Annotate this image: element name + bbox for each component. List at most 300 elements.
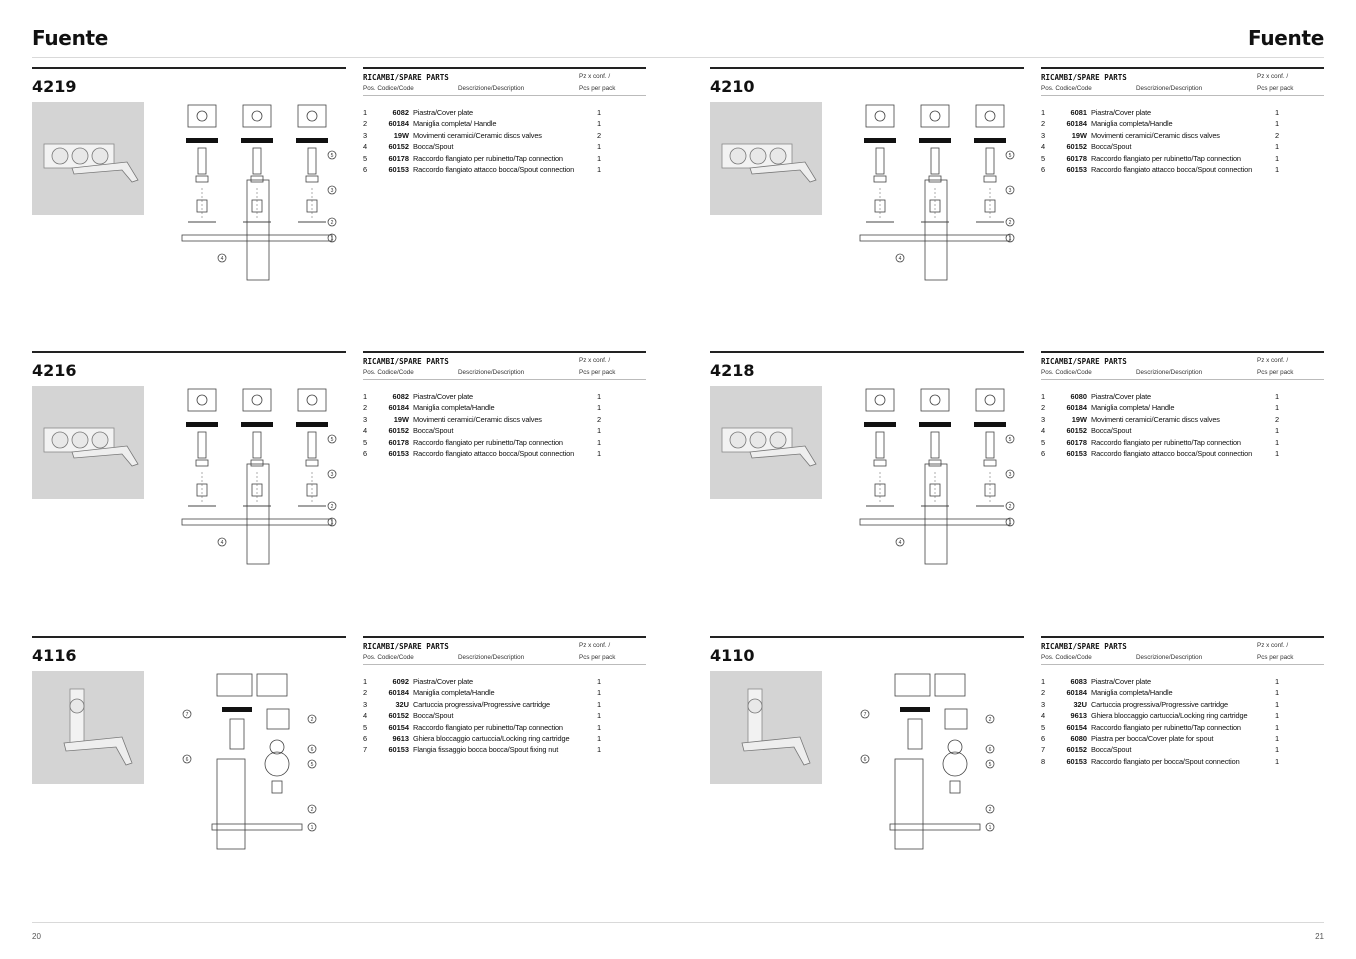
part-quantity: 1 bbox=[597, 733, 602, 743]
part-row bbox=[1041, 425, 1324, 436]
part-quantity: 1 bbox=[1275, 119, 1280, 129]
part-description: Flangia fissaggio bocca bocca/Spout fixing nut bbox=[413, 745, 559, 755]
svg-text:3: 3 bbox=[330, 472, 334, 478]
parts-list bbox=[363, 676, 646, 756]
page-number-right: 21 bbox=[1315, 932, 1324, 941]
part-row bbox=[363, 687, 646, 698]
part-description: Piastra/Cover plate bbox=[413, 677, 473, 686]
part-row bbox=[1041, 756, 1324, 767]
part-position: 4 bbox=[363, 711, 368, 721]
part-quantity: 1 bbox=[597, 448, 602, 458]
spare-parts-table bbox=[363, 351, 646, 459]
column-pos-code: Pos. Codice/Code bbox=[363, 85, 414, 92]
part-position: 6 bbox=[363, 733, 368, 743]
product-code: 4216 bbox=[32, 361, 77, 380]
column-pos-code: Pos. Codice/Code bbox=[1041, 85, 1092, 92]
part-code: 60184 bbox=[1066, 688, 1087, 698]
product-photo bbox=[32, 386, 144, 499]
table-header bbox=[363, 69, 646, 96]
svg-text:5: 5 bbox=[1008, 153, 1012, 159]
part-description: Piastra per bocca/Cover plate for spout bbox=[1091, 733, 1214, 743]
column-pcs: Pcs per pack bbox=[1257, 654, 1294, 661]
spare-parts-table bbox=[363, 67, 646, 175]
part-position: 3 bbox=[363, 699, 368, 709]
part-description: Bocca/Spout bbox=[413, 711, 454, 721]
part-quantity: 1 bbox=[1275, 437, 1280, 447]
part-position: 7 bbox=[1041, 745, 1046, 755]
part-description: Piastra/Cover plate bbox=[413, 108, 473, 117]
exploded-diagram bbox=[850, 384, 1025, 574]
part-quantity: 1 bbox=[597, 153, 602, 163]
part-row bbox=[1041, 107, 1324, 118]
part-position: 6 bbox=[1041, 733, 1046, 743]
part-quantity: 2 bbox=[1275, 414, 1280, 424]
part-row bbox=[363, 425, 646, 436]
part-description: Cartuccia progressiva/Progressive cartridge bbox=[413, 699, 550, 709]
part-description: Bocca/Spout bbox=[413, 142, 454, 152]
svg-text:2: 2 bbox=[988, 717, 992, 723]
table-title: RICAMBI/SPARE PARTS bbox=[1041, 642, 1127, 651]
product-block-4116 bbox=[32, 636, 646, 886]
product-rule bbox=[710, 636, 1024, 638]
part-position: 1 bbox=[1041, 392, 1046, 401]
part-quantity: 1 bbox=[1275, 745, 1280, 755]
svg-text:4: 4 bbox=[220, 256, 224, 262]
part-quantity: 1 bbox=[597, 437, 602, 447]
part-row bbox=[363, 448, 646, 459]
part-row bbox=[363, 402, 646, 413]
svg-text:2: 2 bbox=[310, 807, 314, 813]
part-description: Bocca/Spout bbox=[1091, 745, 1132, 755]
part-row bbox=[1041, 710, 1324, 721]
column-pz: Pz x conf. / bbox=[579, 73, 611, 80]
part-code: 60178 bbox=[388, 153, 409, 163]
part-row bbox=[363, 744, 646, 755]
part-quantity: 1 bbox=[1275, 677, 1280, 686]
product-block-4210 bbox=[710, 67, 1324, 317]
part-code: 60184 bbox=[388, 403, 409, 413]
part-code: 60178 bbox=[388, 437, 409, 447]
part-row bbox=[363, 164, 646, 175]
column-pz: Pz x conf. / bbox=[579, 642, 611, 649]
svg-text:5: 5 bbox=[330, 153, 334, 159]
part-position: 7 bbox=[363, 745, 368, 755]
part-row bbox=[1041, 391, 1324, 402]
part-row bbox=[363, 676, 646, 687]
svg-text:1: 1 bbox=[330, 236, 334, 242]
part-row bbox=[1041, 153, 1324, 164]
part-position: 1 bbox=[363, 677, 368, 686]
part-description: Raccordo flangiato per rubinetto/Tap connection bbox=[1091, 153, 1241, 163]
column-pcs: Pcs per pack bbox=[579, 654, 616, 661]
part-quantity: 1 bbox=[597, 699, 602, 709]
part-code: 60153 bbox=[388, 448, 409, 458]
part-position: 2 bbox=[363, 119, 368, 129]
part-quantity: 1 bbox=[1275, 426, 1280, 436]
part-row bbox=[1041, 676, 1324, 687]
part-row bbox=[1041, 164, 1324, 175]
part-row bbox=[363, 414, 646, 425]
product-photo bbox=[710, 102, 822, 215]
part-quantity: 1 bbox=[597, 142, 602, 152]
column-pcs: Pcs per pack bbox=[579, 85, 616, 92]
part-code: 60153 bbox=[388, 745, 409, 755]
part-position: 4 bbox=[363, 142, 368, 152]
part-quantity: 1 bbox=[597, 392, 602, 401]
part-code: 60152 bbox=[388, 711, 409, 721]
svg-text:3: 3 bbox=[330, 188, 334, 194]
svg-text:6: 6 bbox=[310, 747, 314, 753]
part-row bbox=[363, 107, 646, 118]
part-row bbox=[1041, 414, 1324, 425]
part-position: 8 bbox=[1041, 756, 1046, 766]
part-quantity: 1 bbox=[597, 677, 602, 686]
part-position: 6 bbox=[363, 164, 368, 174]
part-row bbox=[1041, 699, 1324, 710]
product-rule bbox=[32, 351, 346, 353]
part-position: 4 bbox=[1041, 142, 1046, 152]
column-description: Descrizione/Description bbox=[1136, 85, 1203, 92]
part-code: 19W bbox=[1071, 130, 1087, 140]
part-description: Cartuccia progressiva/Progressive cartridge bbox=[1091, 699, 1228, 709]
part-description: Movimenti ceramici/Ceramic discs valves bbox=[1091, 414, 1220, 424]
part-row bbox=[1041, 118, 1324, 129]
table-header bbox=[363, 353, 646, 380]
part-description: Maniglia completa/ Handle bbox=[413, 119, 497, 129]
part-description: Movimenti ceramici/Ceramic discs valves bbox=[413, 130, 542, 140]
parts-list bbox=[1041, 391, 1324, 459]
product-photo bbox=[32, 671, 144, 784]
part-quantity: 1 bbox=[1275, 711, 1280, 721]
table-title: RICAMBI/SPARE PARTS bbox=[363, 357, 449, 366]
part-quantity: 1 bbox=[597, 119, 602, 129]
part-description: Maniglia completa/Handle bbox=[1091, 688, 1173, 698]
svg-text:2: 2 bbox=[1008, 504, 1012, 510]
parts-list bbox=[1041, 107, 1324, 175]
part-quantity: 1 bbox=[1275, 756, 1280, 766]
product-block-4110 bbox=[710, 636, 1324, 886]
part-description: Maniglia completa/ Handle bbox=[1091, 403, 1175, 413]
svg-text:4: 4 bbox=[898, 540, 902, 546]
exploded-diagram bbox=[850, 669, 1025, 859]
svg-text:1: 1 bbox=[310, 825, 314, 831]
part-code: 9613 bbox=[392, 733, 409, 743]
svg-text:7: 7 bbox=[863, 712, 867, 718]
part-row bbox=[1041, 402, 1324, 413]
part-row bbox=[363, 437, 646, 448]
part-quantity: 1 bbox=[597, 403, 602, 413]
product-rule bbox=[710, 351, 1024, 353]
svg-text:1: 1 bbox=[1008, 236, 1012, 242]
column-pos-code: Pos. Codice/Code bbox=[363, 654, 414, 661]
part-code: 6082 bbox=[392, 392, 409, 401]
column-pos-code: Pos. Codice/Code bbox=[363, 369, 414, 376]
svg-text:4: 4 bbox=[898, 256, 902, 262]
part-description: Raccordo flangiato attacco bocca/Spout connection bbox=[1091, 164, 1253, 174]
product-rule bbox=[710, 67, 1024, 69]
part-position: 2 bbox=[363, 403, 368, 413]
svg-text:1: 1 bbox=[330, 520, 334, 526]
part-description: Raccordo flangiato per rubinetto/Tap connection bbox=[413, 153, 563, 163]
table-title: RICAMBI/SPARE PARTS bbox=[1041, 73, 1127, 82]
part-position: 1 bbox=[1041, 677, 1046, 686]
part-quantity: 2 bbox=[597, 130, 602, 140]
svg-text:2: 2 bbox=[330, 504, 334, 510]
part-code: 60184 bbox=[388, 688, 409, 698]
part-row bbox=[1041, 744, 1324, 755]
part-quantity: 1 bbox=[597, 722, 602, 732]
part-position: 3 bbox=[1041, 414, 1046, 424]
part-position: 2 bbox=[1041, 403, 1046, 413]
product-photo bbox=[710, 386, 822, 499]
part-description: Piastra/Cover plate bbox=[1091, 392, 1151, 401]
part-row bbox=[1041, 448, 1324, 459]
svg-text:5: 5 bbox=[1008, 437, 1012, 443]
svg-text:3: 3 bbox=[1008, 472, 1012, 478]
part-row bbox=[363, 733, 646, 744]
part-row bbox=[1041, 130, 1324, 141]
product-rule bbox=[32, 636, 346, 638]
brand-title-right: Fuente bbox=[1247, 26, 1324, 50]
part-quantity: 1 bbox=[1275, 699, 1280, 709]
part-row bbox=[1041, 687, 1324, 698]
part-row bbox=[363, 153, 646, 164]
parts-list bbox=[1041, 676, 1324, 767]
svg-text:2: 2 bbox=[1008, 220, 1012, 226]
part-position: 4 bbox=[363, 426, 368, 436]
svg-text:6: 6 bbox=[185, 757, 189, 763]
part-description: Ghiera bloccaggio cartuccia/Locking ring cartridge bbox=[413, 733, 570, 743]
part-quantity: 1 bbox=[1275, 142, 1280, 152]
part-quantity: 1 bbox=[1275, 392, 1280, 401]
part-row bbox=[363, 699, 646, 710]
svg-text:6: 6 bbox=[988, 747, 992, 753]
svg-text:3: 3 bbox=[1008, 188, 1012, 194]
part-row bbox=[363, 391, 646, 402]
part-code: 60184 bbox=[388, 119, 409, 129]
column-pcs: Pcs per pack bbox=[579, 369, 616, 376]
column-description: Descrizione/Description bbox=[458, 369, 525, 376]
part-code: 9613 bbox=[1070, 711, 1087, 721]
part-row bbox=[363, 710, 646, 721]
part-position: 5 bbox=[363, 153, 368, 163]
part-description: Piastra/Cover plate bbox=[1091, 108, 1151, 117]
part-code: 60153 bbox=[1066, 756, 1087, 766]
part-code: 60152 bbox=[1066, 142, 1087, 152]
part-quantity: 1 bbox=[597, 426, 602, 436]
part-code: 60153 bbox=[388, 164, 409, 174]
part-code: 60153 bbox=[1066, 164, 1087, 174]
part-position: 1 bbox=[1041, 108, 1046, 117]
svg-text:2: 2 bbox=[988, 807, 992, 813]
part-description: Raccordo flangiato per rubinetto/Tap connection bbox=[413, 437, 563, 447]
svg-text:5: 5 bbox=[330, 437, 334, 443]
part-position: 3 bbox=[363, 414, 368, 424]
part-quantity: 1 bbox=[597, 745, 602, 755]
column-pz: Pz x conf. / bbox=[1257, 73, 1289, 80]
exploded-diagram bbox=[172, 669, 347, 859]
part-position: 5 bbox=[363, 722, 368, 732]
part-code: 19W bbox=[393, 130, 409, 140]
part-row bbox=[363, 130, 646, 141]
column-pz: Pz x conf. / bbox=[1257, 642, 1289, 649]
part-position: 5 bbox=[1041, 153, 1046, 163]
part-code: 60152 bbox=[1066, 745, 1087, 755]
part-code: 60153 bbox=[1066, 448, 1087, 458]
part-code: 6082 bbox=[392, 108, 409, 117]
column-pz: Pz x conf. / bbox=[579, 357, 611, 364]
part-description: Raccordo flangiato attacco bocca/Spout connection bbox=[413, 448, 575, 458]
part-row bbox=[363, 722, 646, 733]
part-position: 5 bbox=[363, 437, 368, 447]
product-block-4216 bbox=[32, 351, 646, 601]
part-quantity: 1 bbox=[1275, 688, 1280, 698]
product-block-4218 bbox=[710, 351, 1324, 601]
part-code: 60178 bbox=[1066, 437, 1087, 447]
product-code: 4218 bbox=[710, 361, 755, 380]
parts-list bbox=[363, 391, 646, 459]
spare-parts-table bbox=[1041, 67, 1324, 175]
part-description: Raccordo flangiato per rubinetto/Tap connection bbox=[413, 722, 563, 732]
part-position: 4 bbox=[1041, 426, 1046, 436]
part-position: 1 bbox=[363, 392, 368, 401]
column-pcs: Pcs per pack bbox=[1257, 369, 1294, 376]
part-code: 60154 bbox=[1066, 722, 1087, 732]
table-title: RICAMBI/SPARE PARTS bbox=[363, 73, 449, 82]
product-photo bbox=[710, 671, 822, 784]
product-rule bbox=[32, 67, 346, 69]
column-pcs: Pcs per pack bbox=[1257, 85, 1294, 92]
table-header bbox=[1041, 69, 1324, 96]
part-description: Bocca/Spout bbox=[1091, 426, 1132, 436]
part-description: Maniglia completa/Handle bbox=[413, 688, 495, 698]
part-code: 60154 bbox=[388, 722, 409, 732]
part-code: 60152 bbox=[388, 426, 409, 436]
column-pos-code: Pos. Codice/Code bbox=[1041, 654, 1092, 661]
part-quantity: 1 bbox=[1275, 733, 1280, 743]
column-pz: Pz x conf. / bbox=[1257, 357, 1289, 364]
part-quantity: 1 bbox=[1275, 164, 1280, 174]
product-code: 4210 bbox=[710, 77, 755, 96]
product-code: 4110 bbox=[710, 646, 755, 665]
svg-text:7: 7 bbox=[185, 712, 189, 718]
part-position: 3 bbox=[1041, 130, 1046, 140]
part-description: Piastra/Cover plate bbox=[413, 392, 473, 401]
part-row bbox=[363, 141, 646, 152]
footer-divider bbox=[32, 922, 1324, 923]
part-description: Raccordo flangiato per bocca/Spout connection bbox=[1091, 756, 1240, 766]
part-row bbox=[363, 118, 646, 129]
part-description: Movimenti ceramici/Ceramic discs valves bbox=[1091, 130, 1220, 140]
part-quantity: 2 bbox=[1275, 130, 1280, 140]
part-position: 1 bbox=[363, 108, 368, 117]
table-header bbox=[1041, 638, 1324, 665]
part-quantity: 2 bbox=[597, 414, 602, 424]
part-quantity: 1 bbox=[597, 108, 602, 117]
product-photo bbox=[32, 102, 144, 215]
part-position: 5 bbox=[1041, 722, 1046, 732]
part-code: 6080 bbox=[1070, 733, 1087, 743]
part-position: 3 bbox=[1041, 699, 1046, 709]
product-block-4219 bbox=[32, 67, 646, 317]
part-code: 32U bbox=[395, 699, 409, 709]
part-quantity: 1 bbox=[1275, 153, 1280, 163]
page-number-left: 20 bbox=[32, 932, 41, 941]
part-quantity: 1 bbox=[597, 688, 602, 698]
exploded-diagram bbox=[172, 384, 347, 574]
part-description: Raccordo flangiato per rubinetto/Tap connection bbox=[1091, 722, 1241, 732]
part-code: 6083 bbox=[1070, 677, 1087, 686]
part-code: 19W bbox=[393, 414, 409, 424]
column-description: Descrizione/Description bbox=[458, 654, 525, 661]
part-position: 5 bbox=[1041, 437, 1046, 447]
column-pos-code: Pos. Codice/Code bbox=[1041, 369, 1092, 376]
svg-text:6: 6 bbox=[863, 757, 867, 763]
part-position: 2 bbox=[363, 688, 368, 698]
part-code: 60184 bbox=[1066, 403, 1087, 413]
part-position: 2 bbox=[1041, 119, 1046, 129]
column-description: Descrizione/Description bbox=[1136, 369, 1203, 376]
table-title: RICAMBI/SPARE PARTS bbox=[1041, 357, 1127, 366]
exploded-diagram bbox=[850, 100, 1025, 290]
brand-title-left: Fuente bbox=[32, 26, 109, 50]
part-quantity: 1 bbox=[1275, 722, 1280, 732]
table-title: RICAMBI/SPARE PARTS bbox=[363, 642, 449, 651]
part-description: Raccordo flangiato attacco bocca/Spout connection bbox=[413, 164, 575, 174]
svg-text:1: 1 bbox=[988, 825, 992, 831]
part-position: 4 bbox=[1041, 711, 1046, 721]
part-quantity: 1 bbox=[1275, 403, 1280, 413]
part-code: 6092 bbox=[392, 677, 409, 686]
part-description: Ghiera bloccaggio cartuccia/Locking ring cartridge bbox=[1091, 711, 1248, 721]
part-position: 3 bbox=[363, 130, 368, 140]
part-quantity: 1 bbox=[597, 711, 602, 721]
spare-parts-table bbox=[363, 636, 646, 756]
svg-text:2: 2 bbox=[310, 717, 314, 723]
product-code: 4219 bbox=[32, 77, 77, 96]
svg-text:5: 5 bbox=[310, 762, 314, 768]
part-row bbox=[1041, 722, 1324, 733]
spare-parts-table bbox=[1041, 636, 1324, 767]
part-description: Maniglia completa/Handle bbox=[1091, 119, 1173, 129]
part-position: 6 bbox=[1041, 164, 1046, 174]
part-code: 60152 bbox=[1066, 426, 1087, 436]
parts-list bbox=[363, 107, 646, 175]
column-description: Descrizione/Description bbox=[458, 85, 525, 92]
part-description: Raccordo flangiato per rubinetto/Tap connection bbox=[1091, 437, 1241, 447]
part-code: 32U bbox=[1073, 699, 1087, 709]
part-quantity: 1 bbox=[1275, 108, 1280, 117]
part-code: 60184 bbox=[1066, 119, 1087, 129]
svg-text:2: 2 bbox=[330, 220, 334, 226]
table-header bbox=[1041, 353, 1324, 380]
part-description: Maniglia completa/Handle bbox=[413, 403, 495, 413]
part-row bbox=[1041, 437, 1324, 448]
part-code: 19W bbox=[1071, 414, 1087, 424]
part-code: 60152 bbox=[388, 142, 409, 152]
part-quantity: 1 bbox=[597, 164, 602, 174]
svg-text:5: 5 bbox=[988, 762, 992, 768]
part-row bbox=[1041, 141, 1324, 152]
svg-text:4: 4 bbox=[220, 540, 224, 546]
part-position: 2 bbox=[1041, 688, 1046, 698]
table-header bbox=[363, 638, 646, 665]
part-code: 6081 bbox=[1070, 108, 1087, 117]
part-code: 6080 bbox=[1070, 392, 1087, 401]
header-divider bbox=[32, 57, 1324, 58]
spare-parts-table bbox=[1041, 351, 1324, 459]
part-description: Raccordo flangiato attacco bocca/Spout connection bbox=[1091, 448, 1253, 458]
